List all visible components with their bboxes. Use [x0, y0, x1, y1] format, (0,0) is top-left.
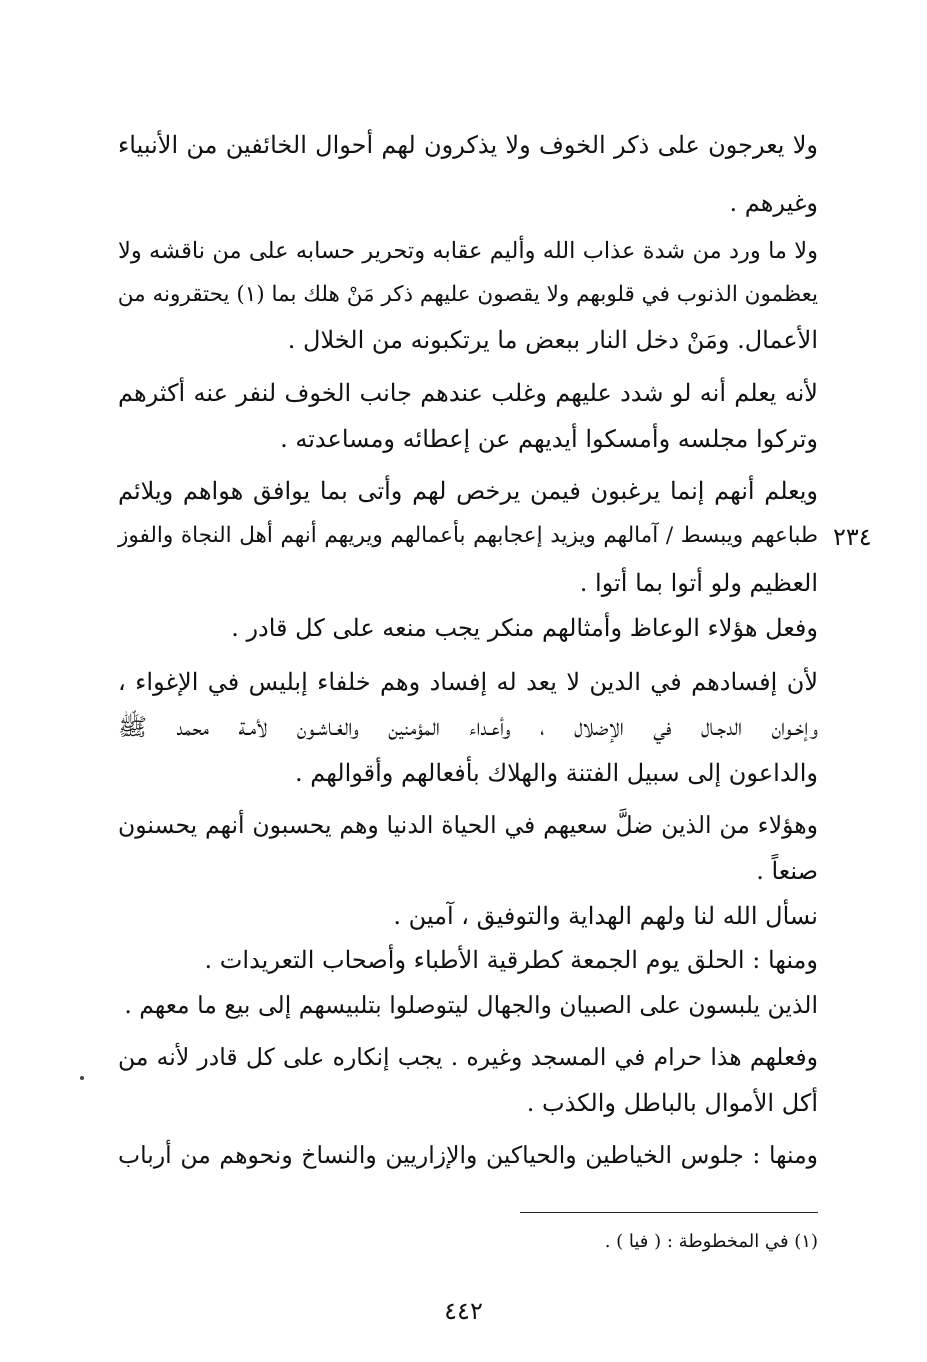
text-line: لأن إفسادهم في الدين لا يعد له إفساد وهم خلفاء إبليس في الإغواء ،: [118, 668, 819, 696]
footnote-divider: [520, 1212, 818, 1213]
text-line: نسأل الله لنا ولهم الهداية والتوفيق ، آمين .: [393, 902, 818, 930]
text-line: وغيرهم .: [729, 189, 818, 217]
text-line: وتركوا مجلسه وأمسكوا أيديهم عن إعطائه ومساعدته .: [280, 425, 818, 453]
text-line: ولا يعرجون على ذكر الخوف ولا يذكرون لهم أحوال الخائفين من الأنبياء: [118, 131, 818, 159]
text-line: لأنه يعلم أنه لو شدد عليهم وغلب عندهم جانب الخوف لنفر عنه أكثرهم: [118, 379, 818, 407]
text-line: وفعلهم هذا حرام في المسجد وغيره . يجب إنكاره على كل قادر لأنه من: [118, 1043, 818, 1071]
text-line: صنعاً .: [756, 857, 818, 885]
text-line: ولا ما ورد من شدة عذاب الله وأليم عقابه وتحرير حسابه على من ناقشه ولا: [118, 238, 818, 264]
text-line: ومنها : الحلق يوم الجمعة كطرقية الأطباء وأصحاب التعريدات .: [204, 946, 818, 974]
text-line: يعظمون الذنوب في قلوبهم ولا يقصون عليهم ذكر مَنْ هلك بما (١) يحتقرونه من: [117, 282, 818, 307]
text-line: ويعلم أنهم إنما يرغبون فيمن يرخص لهم وأتى بما يوافق هواهم ويلائم: [118, 477, 818, 505]
page-number: ٤٤٢: [444, 1297, 483, 1325]
text-line: وإخـوان الدجـال في الإضلال ، وأعـداء المؤمنين والغـاشـون لأمـة محمد ﷺ: [118, 713, 818, 741]
text-line: ومنها : جلوس الخياطين والحياكين والإزاريين والنساخ ونحوهم من أرباب: [118, 1141, 818, 1169]
text-line: الذين يلبسون على الصبيان والجهال ليتوصلوا بتلبيسهم إلى بيع ما معهم .: [124, 991, 818, 1019]
text-line: وهؤلاء من الذين ضلَّ سعيهم في الحياة الدنيا وهم يحسبون أنهم يحسنون: [118, 811, 818, 839]
text-line: الأعمال. ومَنْ دخل النار ببعض ما يرتكبونه من الخلال .: [287, 326, 818, 354]
text-line: أكل الأموال بالباطل والكذب .: [526, 1089, 818, 1117]
margin-dot: [80, 1076, 84, 1080]
text-line: العظيم ولو أتوا بما أتوا .: [579, 569, 818, 597]
margin-folio-number: ٢٣٤: [833, 523, 872, 551]
footnote: (١) في المخطوطة : ( فيا ) .: [604, 1231, 818, 1252]
text-line: والداعون إلى سبيل الفتنة والهلاك بأفعالهم وأقوالهم .: [294, 759, 818, 787]
text-line: وفعل هؤلاء الوعاظ وأمثالهم منكر يجب منعه على كل قادر .: [231, 614, 818, 642]
text-line: طباعهم ويبسط / آمالهم ويزيد إعجابهم بأعمالهم ويريهم أنهم أهل النجاة والفوز: [118, 523, 818, 548]
